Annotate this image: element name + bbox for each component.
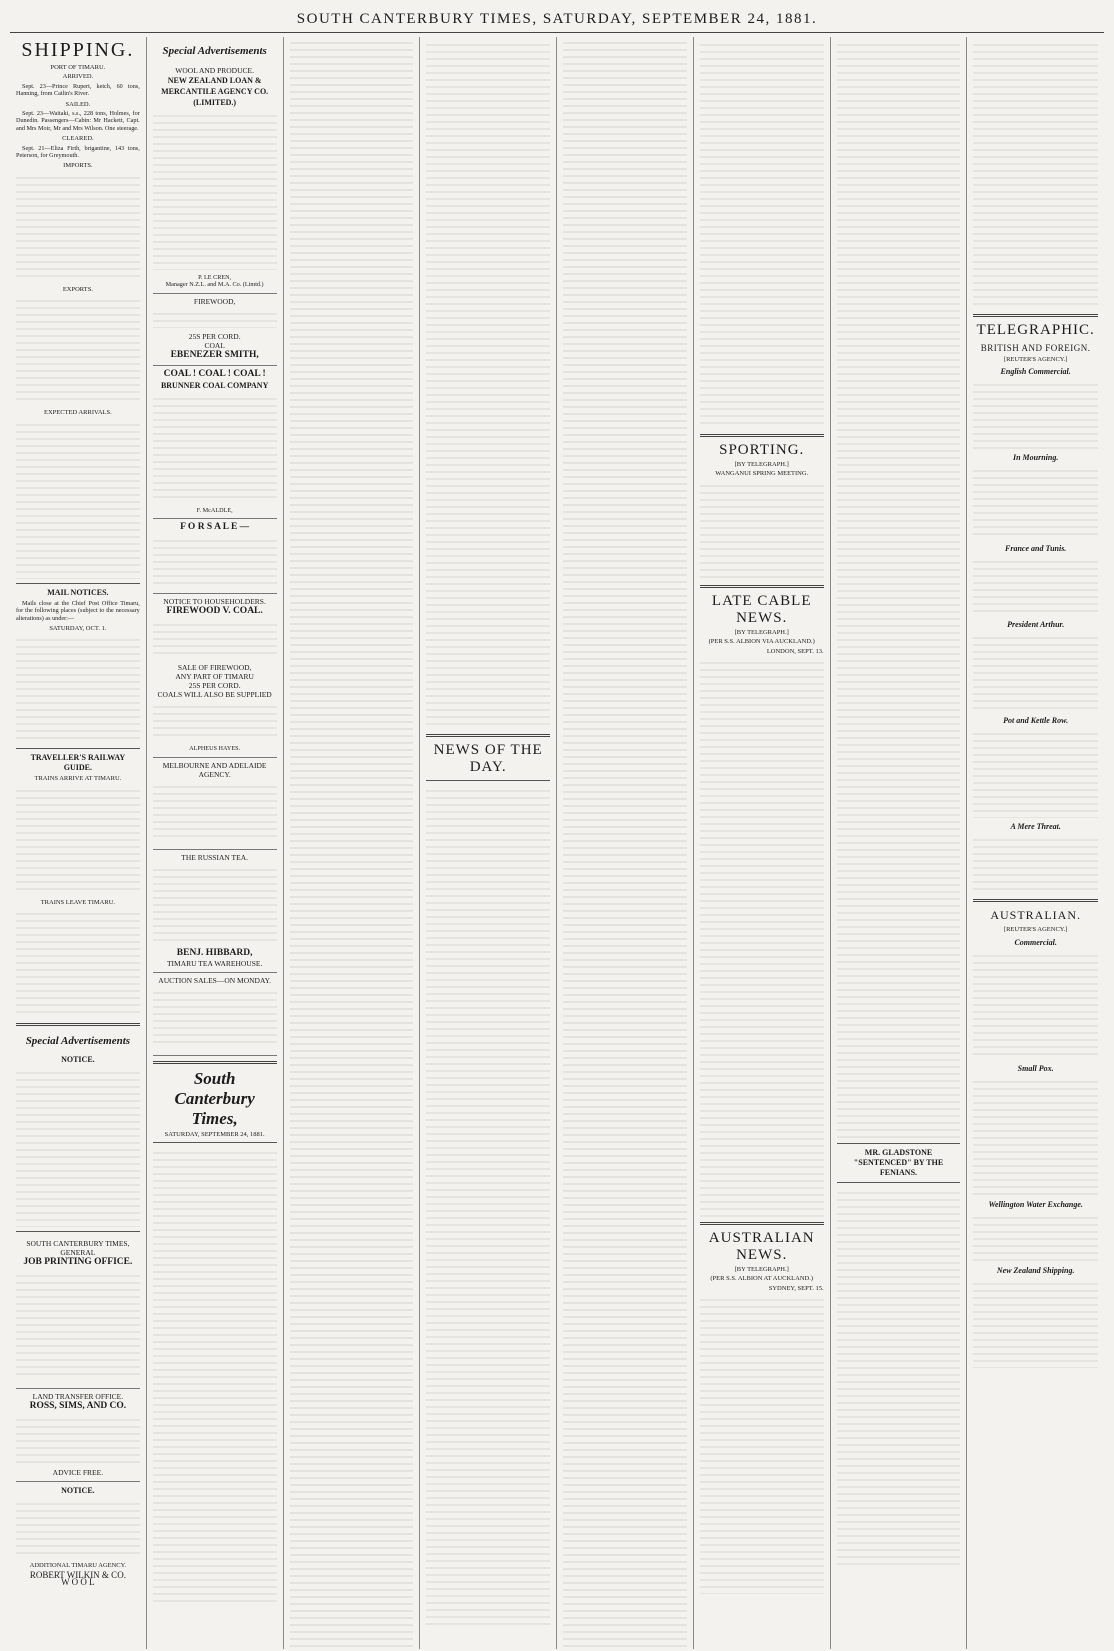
ad-text (153, 781, 277, 841)
masthead: SOUTH CANTERBURY TIMES, SATURDAY, SEPTEMBER 24, 1881. (10, 6, 1104, 33)
telegraph-note: [BY TELEGRAPH.] (734, 1266, 789, 1274)
arrived-heading: ARRIVED. (62, 73, 94, 81)
columns (10, 37, 1104, 1649)
auction-ad (153, 973, 277, 1056)
ad-title: NOTICE TO HOUSEHOLDERS. (163, 597, 266, 607)
trains-arrive-text (16, 785, 140, 895)
mail-text: Mails close at the Chief Post Office Timaru, for the following places (subject to the necessary alterations) as under:— (16, 599, 140, 622)
water-exchange-heading: Wellington Water Exchange. (988, 1199, 1083, 1209)
column-7 (831, 37, 968, 1649)
ad-firm: FIREWOOD V. COAL. (166, 606, 263, 617)
ad-text (153, 393, 277, 503)
exports-heading: EXPORTS. (62, 285, 93, 293)
divider (700, 1222, 824, 1225)
sporting-heading: SPORTING. (719, 442, 805, 458)
divider (837, 1182, 961, 1183)
ad-title: AUCTION SALES—ON MONDAY. (158, 975, 272, 985)
divider (700, 585, 824, 588)
for-sale-ad (153, 519, 277, 594)
ad-text (153, 110, 277, 270)
trains-arrive-heading: TRAINS ARRIVE AT TIMARU. (34, 775, 122, 783)
threat-heading: A Mere Threat. (1010, 822, 1061, 832)
reuter-note: [REUTER'S AGENCY.] (1003, 356, 1068, 363)
late-cable-heading: LATE CABLE NEWS. (711, 592, 812, 626)
divider (153, 1061, 277, 1064)
divider (973, 314, 1098, 317)
british-foreign-heading: BRITISH AND FOREIGN. (980, 343, 1091, 353)
ad-title: JOB PRINTING OFFICE. (23, 1257, 133, 1268)
land-transfer-ad (16, 1389, 140, 1482)
divider (426, 780, 550, 781)
small-pox-text (973, 1076, 1098, 1196)
divider (16, 583, 140, 584)
dateline: SYDNEY, SEPT. 15. (768, 1284, 824, 1292)
ad-title: F O R S A L E — (180, 522, 250, 533)
column-1 (10, 37, 147, 1649)
article-text (426, 39, 550, 729)
ad-title: FIREWOOD, (193, 296, 236, 306)
mail-heading: MAIL NOTICES. (47, 587, 109, 597)
mourning-text (973, 465, 1098, 540)
ad-text (153, 987, 277, 1047)
notice-text (16, 1067, 140, 1227)
ad-firm: NEW ZEALAND LOAN & MERCANTILE AGENCY CO. (LIMITED.) (161, 76, 269, 107)
householders-ad (153, 594, 277, 757)
sailed-entry: Sept. 23—Waitaki, s.s., 228 tons, Holmes, for Dunedin. Passengers—Cabin: Mr Hackett, Capt. and Mrs Moir, Mr and Mrs Wilson. One steerage. (16, 110, 140, 132)
per-albion-note: (PER S.S. ALBION VIA AUCKLAND.) (708, 638, 815, 646)
exports-text (16, 295, 140, 405)
telegraphic-heading: TELEGRAPHIC. (976, 322, 1095, 338)
editorial-continued (290, 37, 414, 1649)
ad-signature: P. LE CREN, (198, 274, 232, 281)
special-ads-heading: Special Advertisements (162, 45, 267, 57)
divider (426, 734, 550, 737)
railway-heading: TRAVELLER'S RAILWAY GUIDE. (30, 753, 126, 773)
commercial-text (973, 950, 1098, 1060)
ad-firm: BENJ. HIBBARD, (176, 947, 253, 958)
reuter-note: [REUTER'S AGENCY.] (1003, 926, 1068, 934)
divider (153, 1142, 277, 1143)
ad-text (16, 1414, 140, 1464)
ad-line: ANY PART OF TIMARU (175, 672, 254, 682)
english-commercial-heading: English Commercial. (1000, 367, 1071, 377)
divider (973, 899, 1098, 902)
job-printing-ad (16, 1236, 140, 1389)
editorial-text (153, 1147, 277, 1607)
threat-text (973, 834, 1098, 894)
ad-signature: ALPHEUS HAYES. (189, 745, 241, 753)
gladstone-heading: MR. GLADSTONE "SENTENCED" BY THE FENIANS. (853, 1148, 944, 1177)
mail-details (16, 634, 140, 744)
ad-text (153, 864, 277, 944)
ad-line: 25S PER CORD. (188, 331, 241, 341)
mourning-heading: In Mourning. (1012, 453, 1059, 463)
sailed-heading: SAILED. (65, 100, 91, 108)
ad-firm: EBENEZER SMITH, (170, 349, 259, 360)
australian-text (700, 1294, 824, 1594)
coal-ad (153, 366, 277, 519)
ad-line: ADVICE FREE. (52, 1468, 104, 1478)
divider (16, 748, 140, 749)
cleared-heading: CLEARED. (62, 135, 94, 143)
ad-title: LAND TRANSFER OFFICE. (32, 1392, 124, 1402)
ad-text (153, 535, 277, 585)
ad-text (153, 619, 277, 659)
cable-text (700, 657, 824, 1217)
column-2 (147, 37, 284, 1649)
ad-text (153, 308, 277, 328)
port-heading: PORT OF TIMARU. (50, 64, 106, 71)
mail-date: SATURDAY, OCT. 1. (49, 624, 107, 632)
agency-ad (153, 758, 277, 850)
column-3 (284, 37, 421, 1649)
notice2-heading: NOTICE. (61, 1486, 95, 1496)
gladstone-text (837, 1187, 961, 1567)
divider (16, 1023, 140, 1026)
paper-date: SATURDAY, SEPTEMBER 24, 1881. (164, 1130, 265, 1138)
australian-news-heading: AUSTRALIAN NEWS. (708, 1230, 815, 1264)
news-of-the-day-heading: NEWS OF THE DAY. (433, 742, 543, 775)
shipping-heading: SHIPPING. (21, 39, 135, 61)
expected-text (16, 419, 140, 579)
news-text (426, 785, 550, 1625)
column-6 (694, 37, 831, 1649)
ad-line: COAL (204, 340, 225, 350)
ad-line: SALE OF FIREWOOD, (177, 663, 252, 673)
article-text (700, 39, 824, 429)
ad-text (153, 701, 277, 741)
france-tunis-heading: France and Tunis. (1005, 544, 1067, 554)
pot-kettle-heading: Pot and Kettle Row. (1003, 716, 1069, 726)
nz-shipping-heading: New Zealand Shipping. (996, 1265, 1075, 1275)
wool-produce-ad (153, 63, 277, 294)
wanganui-heading: WANGANUI SPRING MEETING. (715, 470, 809, 478)
sporting-text (700, 480, 824, 580)
ad-title: COAL ! COAL ! COAL ! (163, 368, 266, 379)
arthur-text (973, 632, 1098, 712)
ad-line: 25S PER CORD. (188, 681, 241, 691)
column-4 (420, 37, 557, 1649)
article-text (837, 39, 961, 1139)
ad-title: THE RUSSIAN TEA. (181, 852, 249, 862)
notice-heading: NOTICE. (61, 1055, 95, 1065)
water-text (973, 1212, 1098, 1262)
column-5 (557, 37, 694, 1649)
per-albion-note: (PER S.S. ALBION AT AUCKLAND.) (710, 1275, 814, 1283)
telegraph-note: [BY TELEGRAPH.] (734, 461, 789, 468)
commercial-text (973, 379, 1098, 449)
arrival-entry: Sept. 23—Prince Rupert, ketch, 60 tons, Hanning, from Catlin's River. (16, 82, 140, 98)
dateline: LONDON, SEPT. 13. (766, 647, 824, 655)
commercial-heading: Commercial. (1014, 937, 1057, 947)
ad-line: COALS WILL ALSO BE SUPPLIED (157, 690, 272, 700)
trains-leave-heading: TRAINS LEAVE TIMARU. (40, 898, 116, 906)
ad-signature: Manager N.Z.L. and M.A. Co. (Limtd.) (165, 281, 264, 289)
ad-text (16, 1270, 140, 1380)
ad-title: MELBOURNE AND ADELAIDE AGENCY. (162, 760, 267, 779)
wilkin-title: ROBERT WILKIN & CO. (29, 1569, 126, 1580)
ad-firm: BRUNNER COAL COMPANY (160, 380, 269, 390)
ad-line: TIMARU TEA WAREHOUSE. (166, 958, 263, 968)
small-pox-heading: Small Pox. (1017, 1063, 1054, 1073)
special-ads-heading: Special Advertisements (25, 1035, 131, 1048)
telegraph-note: [BY TELEGRAPH.] (734, 628, 789, 636)
ad-firm: ROSS, SIMS, AND CO. (29, 1401, 127, 1412)
agency-heading: ADDITIONAL TIMARU AGENCY. (29, 1562, 127, 1570)
tea-ad (153, 850, 277, 973)
shipping-text (973, 1278, 1098, 1368)
imports-text (16, 172, 140, 282)
ad-line: GENERAL (60, 1248, 96, 1258)
ad-signature: F. McALDLE, (196, 506, 233, 514)
france-text (973, 556, 1098, 616)
column-8 (967, 37, 1104, 1649)
firewood-ad (153, 294, 277, 366)
paper-title: South Canterbury Times, (174, 1068, 255, 1128)
news-continued (563, 37, 687, 1649)
divider (16, 1231, 140, 1232)
cleared-entry: Sept. 21—Eliza Firth, brigantine, 143 tons, Peterson, for Greymouth. (16, 144, 140, 160)
president-arthur-heading: President Arthur. (1007, 620, 1065, 630)
divider (837, 1143, 961, 1144)
ad-title: WOOL AND PRODUCE. (175, 66, 254, 75)
imports-heading: IMPORTS. (63, 162, 93, 170)
pot-text (973, 728, 1098, 818)
notice2-text (16, 1498, 140, 1558)
wool-title: W O O L (61, 1576, 95, 1587)
australian-heading: AUSTRALIAN. (990, 908, 1081, 923)
expected-heading: EXPECTED ARRIVALS. (43, 409, 112, 417)
divider (700, 434, 824, 437)
ad-line: SOUTH CANTERBURY TIMES, (26, 1239, 130, 1249)
article-text (973, 39, 1098, 309)
trains-leave-text (16, 908, 140, 1018)
